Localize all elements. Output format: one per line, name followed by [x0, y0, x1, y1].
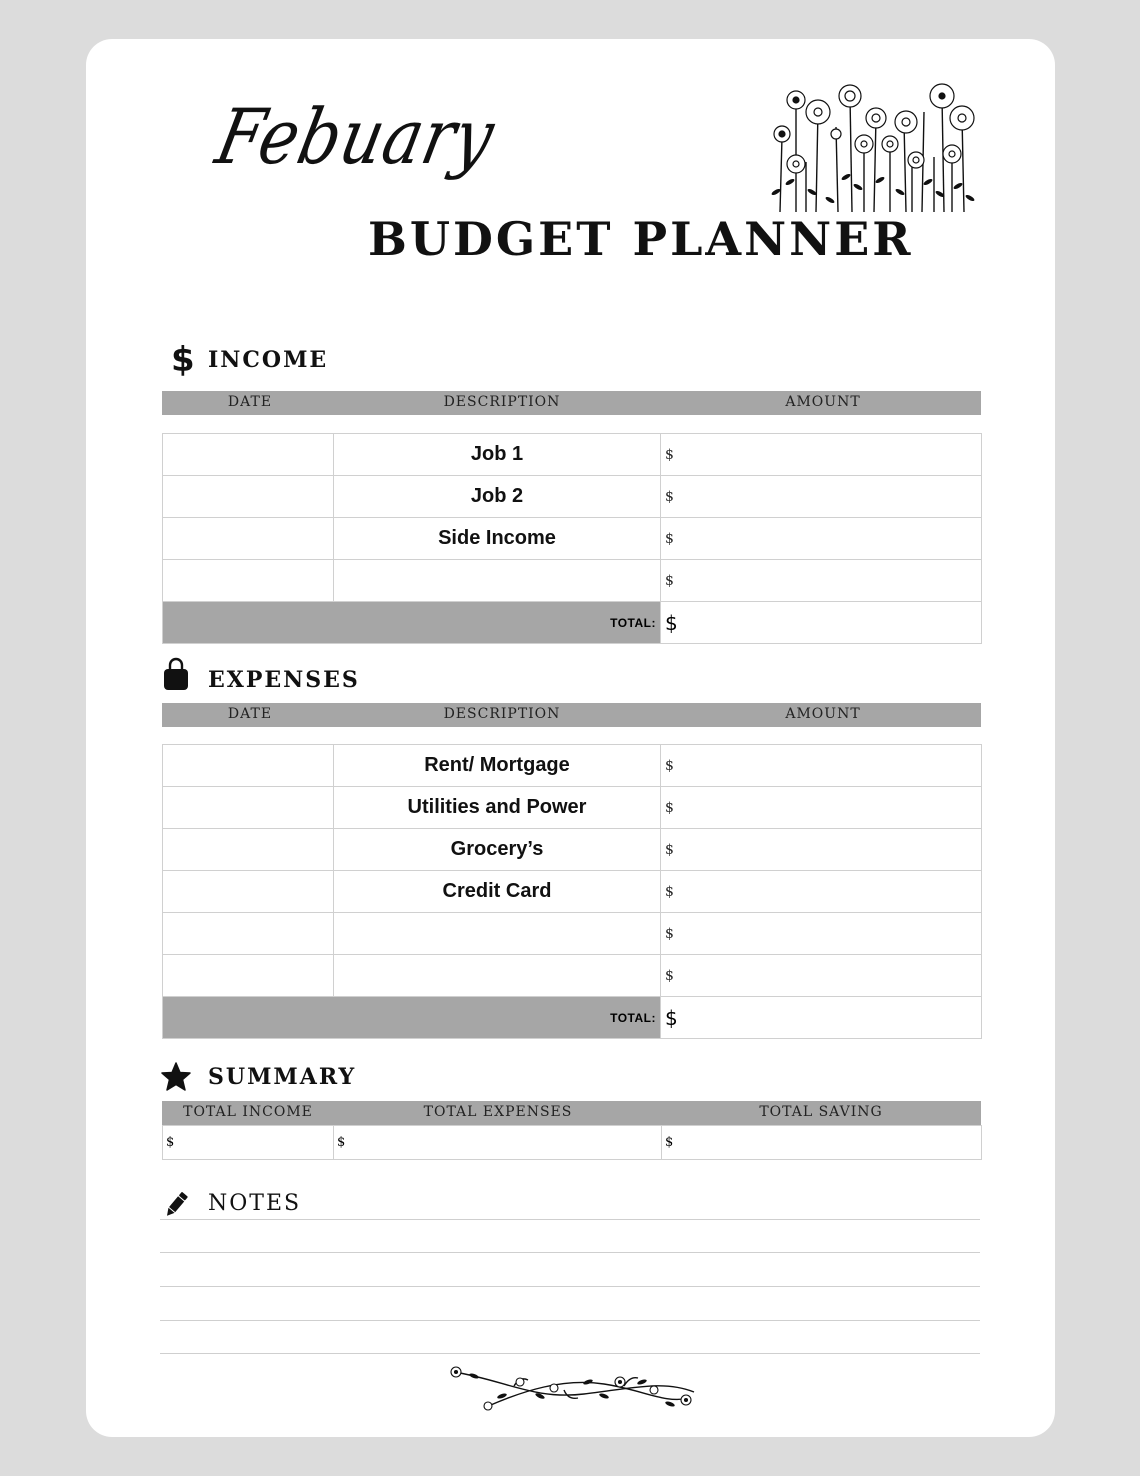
summary-col-total-income: TOTAL INCOME: [183, 1104, 313, 1120]
table-row: [163, 955, 982, 997]
expense-description-cell[interactable]: Grocery’s: [334, 829, 661, 871]
notes-line[interactable]: [160, 1320, 980, 1321]
expense-date-cell[interactable]: [163, 745, 334, 787]
pencil-icon: [163, 1191, 189, 1219]
income-date-cell[interactable]: [163, 476, 334, 518]
floral-vine-divider: [444, 1360, 700, 1418]
expense-date-cell[interactable]: [163, 913, 334, 955]
table-row: [163, 787, 982, 829]
dollar-icon: $: [171, 340, 195, 380]
expense-amount-cell[interactable]: $: [661, 955, 982, 997]
table-row: [163, 913, 982, 955]
expense-amount-cell[interactable]: $: [661, 787, 982, 829]
income-table: [162, 433, 982, 644]
notes-line[interactable]: [160, 1252, 980, 1253]
wildflowers-illustration: [766, 82, 982, 214]
expense-description-cell[interactable]: Rent/ Mortgage: [334, 745, 661, 787]
expense-date-cell[interactable]: [163, 787, 334, 829]
table-row: [163, 745, 982, 787]
expense-description-cell[interactable]: [334, 955, 661, 997]
table-row: [163, 560, 982, 602]
income-col-description: DESCRIPTION: [443, 394, 561, 410]
notes-line[interactable]: [160, 1286, 980, 1287]
income-amount-cell[interactable]: $: [661, 560, 982, 602]
shopping-bag-icon: [163, 657, 189, 691]
income-date-cell[interactable]: [163, 560, 334, 602]
expenses-heading: EXPENSES: [208, 667, 360, 693]
income-col-amount: AMOUNT: [785, 394, 861, 410]
income-column-header: [162, 391, 981, 415]
income-heading: INCOME: [208, 347, 329, 373]
table-row: [163, 829, 982, 871]
expenses-total-value[interactable]: $: [661, 997, 982, 1039]
income-total-value[interactable]: $: [661, 602, 982, 644]
income-description-cell[interactable]: Job 2: [334, 476, 661, 518]
summary-total-expenses-value[interactable]: $: [334, 1126, 662, 1160]
expenses-col-date: DATE: [227, 706, 273, 722]
table-row: [163, 1126, 982, 1160]
expense-date-cell[interactable]: [163, 955, 334, 997]
star-icon: [161, 1062, 191, 1091]
income-description-cell[interactable]: Side Income: [334, 518, 661, 560]
income-amount-cell[interactable]: $: [661, 434, 982, 476]
summary-col-total-saving: TOTAL SAVING: [759, 1104, 883, 1120]
summary-col-total-expenses: TOTAL EXPENSES: [423, 1104, 573, 1120]
expenses-col-description: DESCRIPTION: [443, 706, 561, 722]
table-row: [163, 476, 982, 518]
notes-line[interactable]: [160, 1353, 980, 1354]
expense-amount-cell[interactable]: $: [661, 829, 982, 871]
income-total-row: [163, 602, 982, 644]
expenses-table: [162, 744, 982, 1039]
expenses-col-amount: AMOUNT: [785, 706, 861, 722]
summary-heading: SUMMARY: [208, 1064, 357, 1090]
table-row: [163, 434, 982, 476]
income-amount-cell[interactable]: $: [661, 476, 982, 518]
expense-date-cell[interactable]: [163, 871, 334, 913]
month-title: Febuary: [209, 92, 503, 181]
expense-date-cell[interactable]: [163, 829, 334, 871]
expense-amount-cell[interactable]: $: [661, 913, 982, 955]
expenses-total-label: TOTAL:: [163, 997, 661, 1039]
page-title: BUDGET PLANNER: [368, 212, 914, 266]
expenses-column-header: [162, 703, 981, 727]
expenses-total-row: [163, 997, 982, 1039]
income-date-cell[interactable]: [163, 434, 334, 476]
expense-description-cell[interactable]: [334, 913, 661, 955]
income-description-cell[interactable]: [334, 560, 661, 602]
income-date-cell[interactable]: [163, 518, 334, 560]
expense-description-cell[interactable]: Utilities and Power: [334, 787, 661, 829]
income-description-cell[interactable]: Job 1: [334, 434, 661, 476]
summary-column-header: [162, 1101, 981, 1125]
expense-amount-cell[interactable]: $: [661, 871, 982, 913]
notes-line[interactable]: [160, 1219, 980, 1220]
table-row: [163, 871, 982, 913]
summary-total-income-value[interactable]: $: [163, 1126, 334, 1160]
summary-total-saving-value[interactable]: $: [662, 1126, 982, 1160]
income-total-label: TOTAL:: [163, 602, 661, 644]
notes-heading: NOTES: [208, 1191, 302, 1216]
income-col-date: DATE: [227, 394, 273, 410]
expense-description-cell[interactable]: Credit Card: [334, 871, 661, 913]
income-amount-cell[interactable]: $: [661, 518, 982, 560]
table-row: [163, 518, 982, 560]
expense-amount-cell[interactable]: $: [661, 745, 982, 787]
summary-table: [162, 1125, 982, 1160]
